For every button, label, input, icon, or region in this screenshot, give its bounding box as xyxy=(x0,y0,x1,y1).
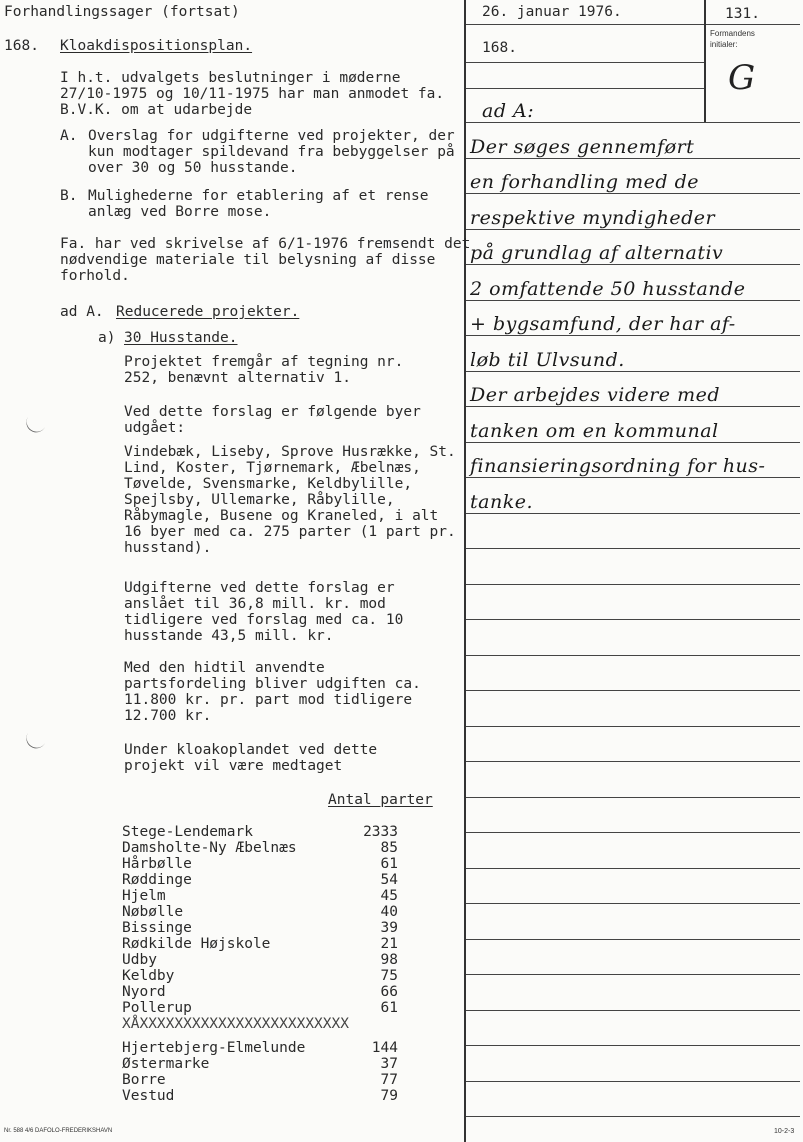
village-name: Stege-Lendemark xyxy=(122,824,253,840)
parts-count: 45 xyxy=(380,888,398,904)
parts-count: 75 xyxy=(380,968,398,984)
item-title: Kloakdispositionsplan. xyxy=(60,38,253,54)
ad-a-label: ad A. xyxy=(60,304,104,320)
ruled-line xyxy=(466,903,800,904)
parts-count: 61 xyxy=(380,1000,398,1016)
ruled-line xyxy=(466,1045,800,1046)
ruled-line xyxy=(466,300,800,301)
ruled-line xyxy=(466,584,800,585)
handwritten-line: + bygsamfund, der har af- xyxy=(470,313,736,335)
table-row xyxy=(122,1000,398,1016)
ruled-line xyxy=(466,1081,800,1082)
ruled-line xyxy=(466,1010,800,1011)
case-rule-2 xyxy=(466,88,704,89)
paragraph-excluded-villages: Vindebæk, Liseby, Sprove Husrække, St. Lind, Koster, Tjørnemark, Æbelnæs, Tøvelde, Svensmarke, Keldbylille, Spejlsby, Ullemarke, Råbylille, Råbymagle, Busene og Kraneled, i alt 16 byer med ca. 275 parter (1 part pr. husstand). xyxy=(124,444,456,556)
village-name: Borre xyxy=(122,1072,166,1088)
form-code: 10-2-3 xyxy=(774,1128,795,1135)
village-name: Udby xyxy=(122,952,157,968)
paragraph-share: Med den hidtil anvendte partsfordeling bliver udgiften ca. 11.800 kr. pr. part mod tidligere 12.700 kr. xyxy=(124,660,421,724)
case-rule xyxy=(466,62,704,63)
parts-count: 98 xyxy=(380,952,398,968)
point-b-text: Mulighederne for etablering af et rense anlæg ved Borre mose. xyxy=(88,188,429,220)
point-b-letter: B. xyxy=(60,188,78,204)
table-header: Antal parter xyxy=(328,792,433,808)
table-row xyxy=(122,856,398,872)
table-row xyxy=(122,888,398,904)
handwritten-line: 2 omfattende 50 husstande xyxy=(470,277,746,300)
table-row xyxy=(122,1088,398,1104)
parts-count: 66 xyxy=(380,984,398,1000)
sub-a-label: a) xyxy=(98,330,116,346)
table-row xyxy=(122,984,398,1000)
paragraph-catchment: Under kloakoplandet ved dette projekt vil være medtaget xyxy=(124,742,378,774)
ruled-line xyxy=(466,335,800,336)
handwritten-line: tanke. xyxy=(470,490,533,513)
parts-count: 85 xyxy=(380,840,398,856)
handwritten-line: en forhandling med de xyxy=(470,171,699,193)
table-row xyxy=(122,952,398,968)
column-divider xyxy=(464,0,466,1142)
parts-count: 79 xyxy=(380,1088,398,1104)
table-row xyxy=(122,904,398,920)
village-name: Rødkilde Højskole xyxy=(122,936,271,952)
paragraph-excluded-intro: Ved dette forslag er følgende byer udgået: xyxy=(124,404,421,436)
table-row xyxy=(122,1072,398,1088)
printer-imprint: Nr. 588 4/6 DAFOLO-FREDERIKSHAVN xyxy=(4,1128,113,1134)
table-row xyxy=(122,840,398,856)
village-name: Hjelm xyxy=(122,888,166,904)
ruled-line xyxy=(466,264,800,265)
ruled-line xyxy=(466,868,800,869)
item-number: 168. xyxy=(4,38,39,54)
chair-initials-signature: G xyxy=(728,58,756,98)
parts-count: 144 xyxy=(371,1040,398,1056)
ruled-line xyxy=(466,158,800,159)
parts-count: 77 xyxy=(380,1072,398,1088)
village-name: Keldby xyxy=(122,968,175,984)
table-row xyxy=(122,920,398,936)
ruled-line xyxy=(466,193,800,194)
handwritten-line: på grundlag af alternativ xyxy=(470,242,724,264)
parts-count: 40 xyxy=(380,904,398,920)
village-name: Vestud xyxy=(122,1088,175,1104)
handwritten-line: tanken om en kommunal xyxy=(470,419,719,442)
ruled-line xyxy=(466,690,800,691)
table-row xyxy=(122,936,398,952)
case-number-right: 168. xyxy=(482,40,517,56)
header-rule xyxy=(466,24,800,25)
handwritten-line: Der søges gennemført xyxy=(470,135,695,158)
ruled-line xyxy=(466,655,800,656)
parts-count: 21 xyxy=(380,936,398,952)
ruled-line xyxy=(466,974,800,975)
table-row xyxy=(122,968,398,984)
chair-initials-label: Formandens initialer: xyxy=(710,29,755,49)
table-row xyxy=(122,1040,398,1056)
point-a-letter: A. xyxy=(60,128,78,144)
village-name: Hjertebjerg-Elmelunde xyxy=(122,1040,306,1056)
handwritten-line: Der arbejdes videre med xyxy=(470,384,721,406)
punch-hole-mark xyxy=(23,724,51,752)
ruled-line xyxy=(466,513,800,514)
village-name: Damsholte-Ny Æbelnæs xyxy=(122,840,297,856)
table-row xyxy=(122,872,398,888)
punch-hole-mark xyxy=(23,408,51,436)
page-title: Forhandlingssager (fortsat) xyxy=(4,4,240,20)
intro-paragraph: I h.t. udvalgets beslutninger i møderne 27/10-1975 og 10/11-1975 har man anmodet fa. B.V.K. om at udarbejde xyxy=(60,70,445,118)
ruled-line xyxy=(466,122,800,123)
ruled-line xyxy=(466,1116,800,1117)
ruled-line xyxy=(466,619,800,620)
initials-box-divider xyxy=(704,0,706,122)
village-name: Østermarke xyxy=(122,1056,210,1072)
paragraph-drawing: Projektet fremgår af tegning nr. 252, benævnt alternativ 1. xyxy=(124,354,404,386)
ruled-line xyxy=(466,477,800,478)
letter-paragraph: Fa. har ved skrivelse af 6/1-1976 fremsendt det nødvendige materiale til belysning af disse forhold. xyxy=(60,236,471,284)
sub-a-title: 30 Husstande. xyxy=(124,330,238,346)
struck-line: XÅXXXXXXXXXXXXXXXXXXXXXXXX xyxy=(122,1016,349,1032)
village-name: Pollerup xyxy=(122,1000,192,1016)
parts-table xyxy=(122,824,398,1016)
ad-a-title: Reducerede projekter. xyxy=(116,304,300,320)
table-row xyxy=(122,1056,398,1072)
handwritten-line: finansieringsordning for hus- xyxy=(470,455,766,477)
parts-count: 61 xyxy=(380,856,398,872)
parts-table-continued xyxy=(122,1040,398,1104)
ruled-line xyxy=(466,548,800,549)
ruled-line xyxy=(466,442,800,443)
village-name: Nyord xyxy=(122,984,166,1000)
handwritten-line: ad A: xyxy=(482,100,535,122)
ruled-line xyxy=(466,229,800,230)
village-name: Nøbølle xyxy=(122,904,184,920)
ruled-line xyxy=(466,939,800,940)
meeting-date: 26. januar 1976. xyxy=(482,4,622,20)
ruled-line xyxy=(466,406,800,407)
parts-count: 2333 xyxy=(363,824,398,840)
village-name: Hårbølle xyxy=(122,856,192,872)
handwritten-line: løb til Ulvsund. xyxy=(470,348,625,371)
parts-count: 39 xyxy=(380,920,398,936)
ruled-line xyxy=(466,797,800,798)
paragraph-costs: Udgifterne ved dette forslag er anslået til 36,8 mill. kr. mod tidligere ved forslag med ca. 10 husstande 43,5 mill. kr. xyxy=(124,580,404,644)
page-number: 131. xyxy=(725,6,760,22)
parts-count: 54 xyxy=(380,872,398,888)
village-name: Bissinge xyxy=(122,920,192,936)
ruled-line xyxy=(466,832,800,833)
parts-count: 37 xyxy=(380,1056,398,1072)
handwritten-line: respektive myndigheder xyxy=(470,206,716,229)
ruled-line xyxy=(466,371,800,372)
village-name: Røddinge xyxy=(122,872,192,888)
point-a-text: Overslag for udgifterne ved projekter, der kun modtager spildevand fra bebyggelser på over 30 og 50 husstande. xyxy=(88,128,455,176)
ruled-line xyxy=(466,726,800,727)
table-row xyxy=(122,824,398,840)
ruled-line xyxy=(466,761,800,762)
